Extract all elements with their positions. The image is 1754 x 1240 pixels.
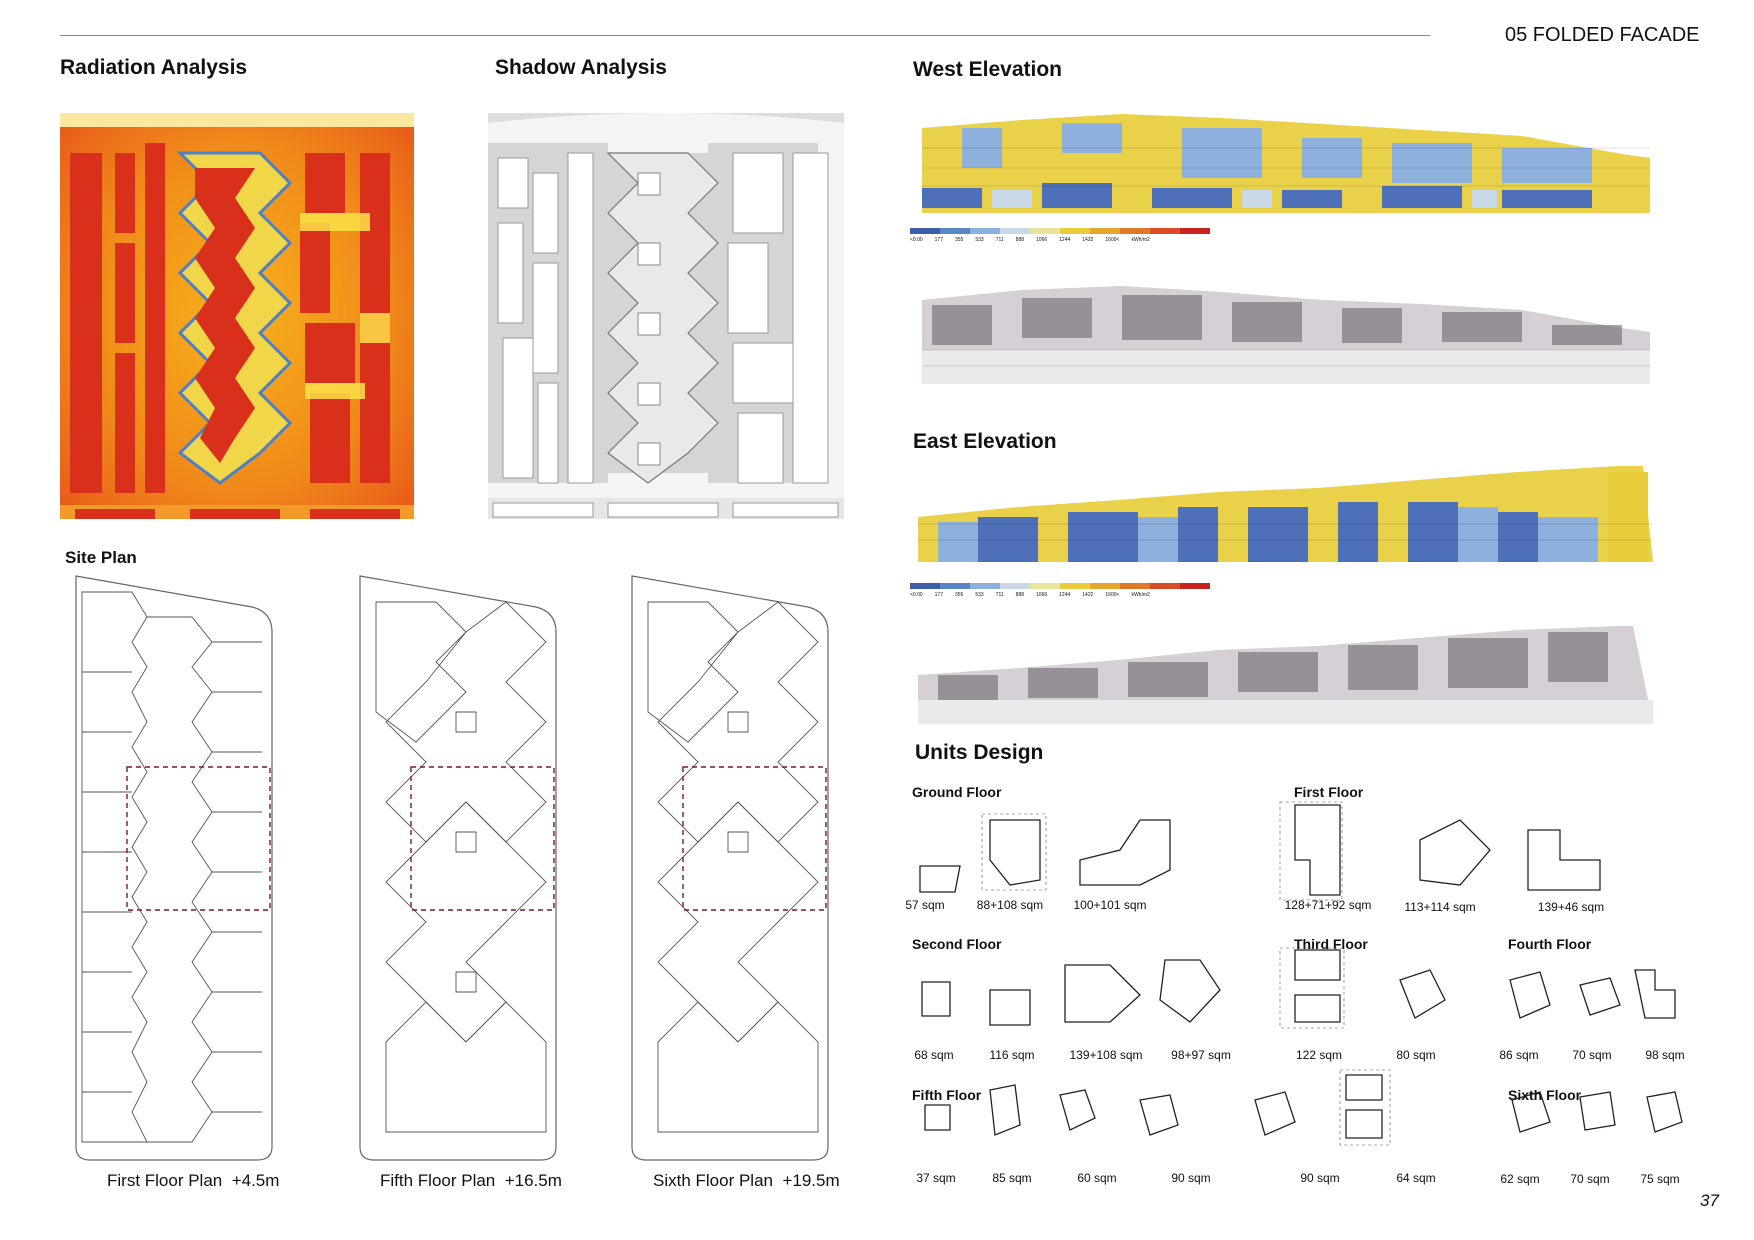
unit-area: 139+46 sqm <box>1537 900 1605 914</box>
east-elevation-title: East Elevation <box>913 430 1057 453</box>
shadow-map <box>488 113 844 519</box>
west-elevation-radiation <box>922 108 1650 213</box>
unit-area: 70 sqm <box>1570 1172 1610 1186</box>
floor-label-first: First Floor <box>1294 784 1364 800</box>
shadow-title: Shadow Analysis <box>495 56 667 79</box>
legend-tick: 711 <box>995 592 1004 598</box>
legend-tick: 888 <box>1015 237 1025 243</box>
plan-caption-first <box>107 1171 279 1191</box>
section-title: 05 FOLDED FACADE <box>1505 24 1700 46</box>
unit-area: 98+97 sqm <box>1171 1048 1231 1062</box>
floor-label-fourth: Fourth Floor <box>1508 936 1592 952</box>
first-floor-plan <box>72 572 280 1164</box>
units-sketches <box>900 800 1720 1190</box>
unit-area: 60 sqm <box>1077 1171 1117 1185</box>
unit-area: 68 sqm <box>914 1048 954 1062</box>
site-plan-title: Site Plan <box>65 548 137 567</box>
unit-area: 57 sqm <box>905 898 945 912</box>
legend-tick: 1066 <box>1036 592 1048 598</box>
unit-area: 64 sqm <box>1396 1171 1436 1185</box>
plan-name: First Floor Plan <box>107 1171 223 1190</box>
unit-area: 98 sqm <box>1645 1048 1685 1062</box>
east-elevation-render <box>918 620 1653 724</box>
west-legend <box>910 228 1210 243</box>
unit-area: 86 sqm <box>1499 1048 1539 1062</box>
legend-tick: 1244 <box>1059 237 1071 243</box>
unit-area: 100+101 sqm <box>1073 898 1147 912</box>
sixth-floor-plan <box>628 572 836 1164</box>
unit-area: 113+114 sqm <box>1404 900 1476 914</box>
unit-area: 139+108 sqm <box>1069 1048 1143 1062</box>
page-number: 37 <box>1700 1191 1719 1210</box>
unit-area: 122 sqm <box>1295 1048 1343 1062</box>
legend-unit: kWh/m2 <box>1131 237 1150 243</box>
unit-area: 80 sqm <box>1396 1048 1436 1062</box>
floor-label-sixth: Sixth Floor <box>1508 1087 1582 1103</box>
west-elevation-render <box>922 280 1650 384</box>
legend-tick: 1422 <box>1082 237 1094 243</box>
east-legend <box>910 583 1210 598</box>
east-elevation-radiation <box>918 462 1653 567</box>
legend-tick: 177 <box>934 592 943 598</box>
unit-area: 62 sqm <box>1500 1172 1540 1186</box>
legend-tick: 1600< <box>1105 237 1120 243</box>
plan-name: Fifth Floor Plan <box>380 1171 496 1190</box>
plan-level: +19.5m <box>782 1171 840 1190</box>
legend-tick: 1066 <box>1036 237 1048 243</box>
unit-area: 90 sqm <box>1171 1171 1211 1185</box>
west-elevation-title: West Elevation <box>913 58 1062 81</box>
unit-area: 37 sqm <box>916 1171 956 1185</box>
plan-level: +4.5m <box>231 1171 280 1190</box>
top-rule <box>60 35 1430 36</box>
legend-tick: 533 <box>975 237 984 243</box>
legend-tick: 355 <box>955 237 964 243</box>
plan-level: +16.5m <box>504 1171 562 1190</box>
unit-area: 85 sqm <box>992 1171 1032 1185</box>
legend-tick: 177 <box>934 237 943 243</box>
floor-label-fifth: Fifth Floor <box>912 1087 982 1103</box>
plan-caption-fifth <box>380 1171 562 1191</box>
legend-tick: 355 <box>955 592 964 598</box>
floor-label-ground: Ground Floor <box>912 784 1002 800</box>
legend-unit: kWh/m2 <box>1131 592 1150 598</box>
radiation-title: Radiation Analysis <box>60 56 248 79</box>
radiation-map <box>60 113 414 519</box>
unit-area: 70 sqm <box>1572 1048 1612 1062</box>
legend-tick: 711 <box>995 237 1004 243</box>
legend-tick: 1600< <box>1105 592 1120 598</box>
plan-caption-sixth <box>653 1171 840 1191</box>
floor-label-third: Third Floor <box>1294 936 1368 952</box>
units-design-title: Units Design <box>915 741 1044 764</box>
legend-tick: 533 <box>975 592 984 598</box>
floor-label-second: Second Floor <box>912 936 1002 952</box>
legend-tick: 1244 <box>1059 592 1071 598</box>
fifth-floor-plan <box>356 572 564 1164</box>
unit-area: 128+71+92 sqm <box>1284 898 1372 912</box>
legend-tick: 1422 <box>1082 592 1094 598</box>
unit-area: 116 sqm <box>989 1048 1035 1062</box>
unit-area: 88+108 sqm <box>976 898 1044 912</box>
plan-name: Sixth Floor Plan <box>653 1171 773 1190</box>
legend-tick: <0.00 <box>910 592 923 598</box>
legend-tick: 888 <box>1015 592 1025 598</box>
unit-area: 90 sqm <box>1300 1171 1340 1185</box>
unit-area: 75 sqm <box>1640 1172 1680 1186</box>
legend-tick: <0.00 <box>910 237 923 243</box>
